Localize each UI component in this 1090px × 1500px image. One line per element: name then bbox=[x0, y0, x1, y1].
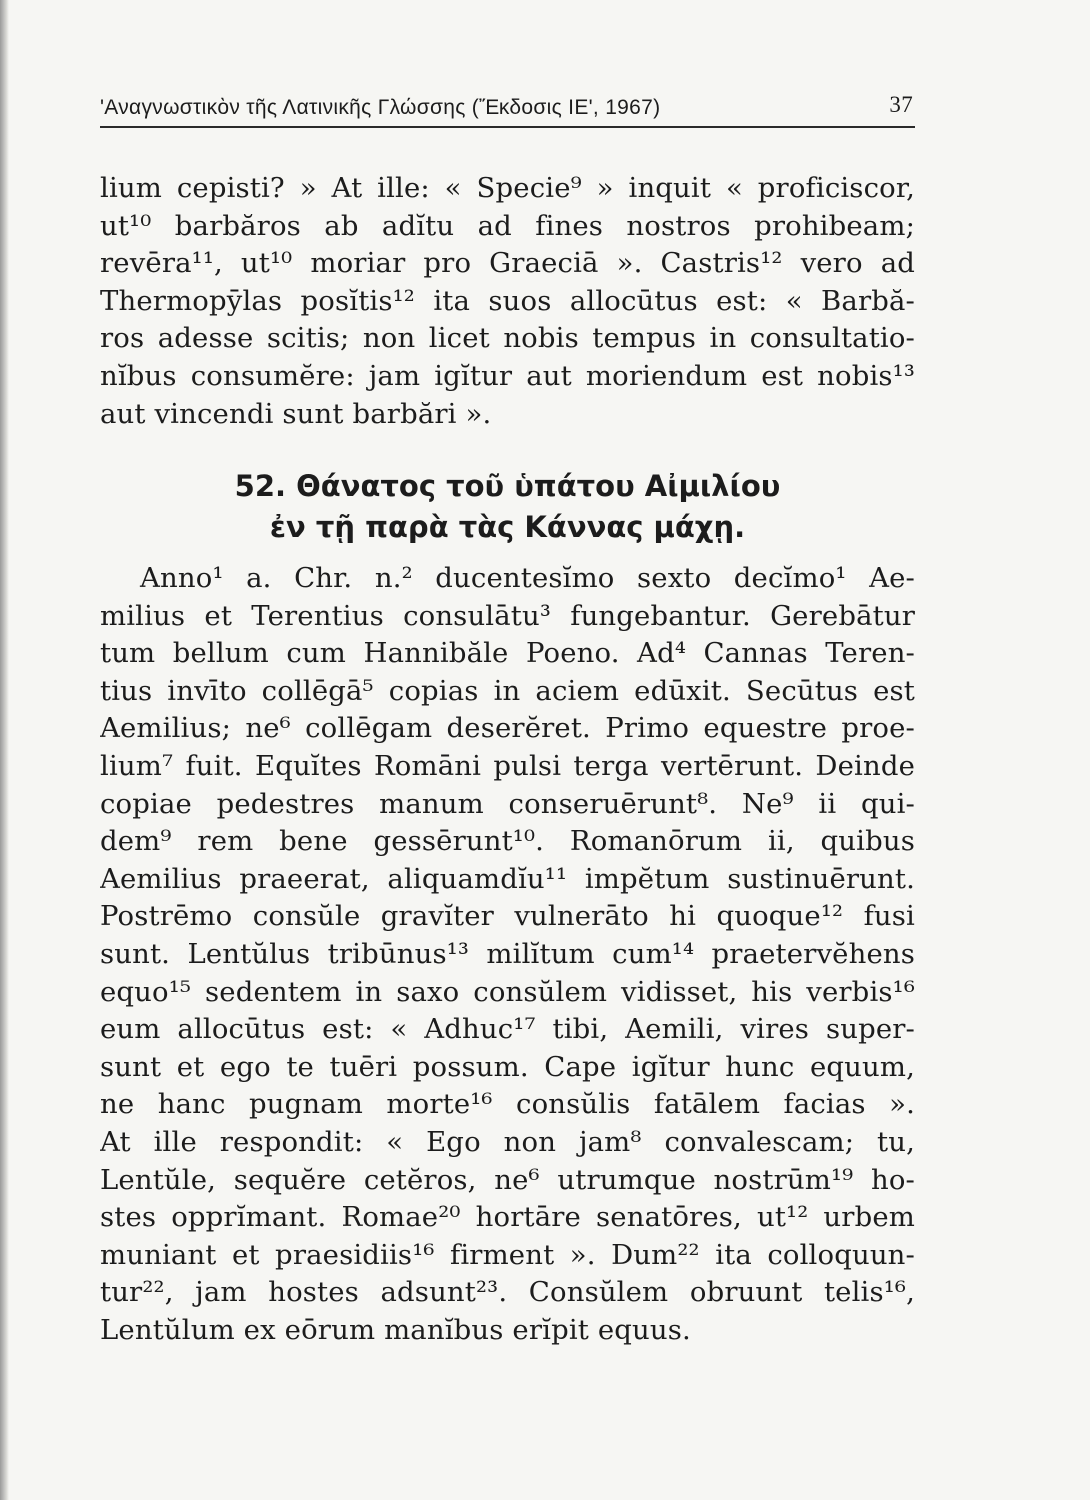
continuation-paragraph bbox=[100, 170, 915, 433]
text-line: sunt. Lentŭlus tribūnus¹³ milĭtum cum¹⁴ praetervĕhens bbox=[100, 937, 915, 970]
section-body bbox=[100, 560, 915, 1349]
text-line: lium⁷ fuit. Equĭtes Romāni pulsi terga vertērunt. Deinde bbox=[100, 749, 915, 782]
section-heading-line-2: ἐν τῇ παρὰ τὰς Κάννας μάχῃ. bbox=[269, 510, 746, 544]
text-line: tum bellum cum Hannibăle Poeno. Ad⁴ Cannas Teren- bbox=[100, 637, 915, 670]
text-line: Lentŭlum ex eōrum manĭbus erĭpit equus. bbox=[100, 1313, 691, 1346]
text-line: tius invīto collēgā⁵ copias in aciem edūxit. Secūtus est bbox=[100, 674, 915, 707]
section-heading bbox=[100, 466, 915, 548]
text-line: Anno¹ a. Chr. n.² ducentesĭmo sexto decĭmo¹ Ae- bbox=[140, 562, 915, 594]
page-binding-edge bbox=[0, 0, 9, 1500]
text-line: revēra¹¹, ut¹⁰ moriar pro Graeciā ». Castris¹² vero ad bbox=[100, 247, 915, 280]
page-header bbox=[100, 92, 915, 128]
text-line: Thermopȳlas posĭtis¹² ita suos allocūtus est: « Barbă- bbox=[100, 284, 915, 317]
text-line: Postrēmo consŭle gravĭter vulnerāto hi quoque¹² fusi bbox=[100, 900, 915, 933]
text-line: tur²², jam hostes adsunt²³. Consŭlem obruunt telis¹⁶, bbox=[100, 1276, 915, 1309]
text-line: ut¹⁰ barbăros ab adĭtu ad fines nostros prohibeam; bbox=[100, 209, 915, 242]
text-line: equo¹⁵ sedentem in saxo consŭlem vidisset, his verbis¹⁶ bbox=[100, 975, 915, 1008]
text-line: sunt et ego te tuēri possum. Cape igĭtur hunc equum, bbox=[100, 1050, 915, 1083]
text-line: muniant et praesidiis¹⁶ firment ». Dum²² ita colloquun- bbox=[100, 1238, 915, 1271]
section-heading-line-1: 52. Θάνατος τοῦ ὑπάτου Αἰμιλίου bbox=[234, 469, 781, 503]
text-line: dem⁹ rem bene gessērunt¹⁰. Romanōrum ii, quibus bbox=[100, 825, 915, 858]
text-line: nĭbus consumĕre: jam igĭtur aut moriendum est nobis¹³ bbox=[100, 359, 915, 392]
running-title: 'Αναγνωστικὸν τῆς Λατινικῆς Γλώσσης (Ἔκδοσις ΙΕ', 1967) bbox=[100, 96, 661, 119]
text-line: Lentŭle, sequĕre cetĕros, ne⁶ utrumque nostrūm¹⁹ ho- bbox=[100, 1163, 915, 1196]
text-line: stes opprĭmant. Romae²⁰ hortāre senatōres, ut¹² urbem bbox=[100, 1201, 915, 1234]
text-line: Aemilius; ne⁶ collēgam deserĕret. Primo equestre proe- bbox=[100, 712, 915, 745]
text-line: At ille respondit: « Ego non jam⁸ convalescam; tu, bbox=[100, 1125, 915, 1158]
text-line: ne hanc pugnam morte¹⁶ consŭlis fatālem facias ». bbox=[100, 1088, 915, 1121]
text-line: ros adesse scitis; non licet nobis tempus in consultatio- bbox=[100, 322, 915, 355]
page-number: 37 bbox=[889, 92, 913, 117]
text-line: eum allocūtus est: « Adhuc¹⁷ tibi, Aemili, vires super- bbox=[100, 1013, 915, 1046]
text-line: milius et Terentius consulātu³ fungebantur. Gerebātur bbox=[100, 599, 915, 632]
text-line: Aemilius praeerat, aliquamdĭu¹¹ impĕtum sustinuērunt. bbox=[100, 862, 915, 895]
text-line: aut vincendi sunt barbări ». bbox=[100, 397, 492, 430]
text-line: copiae pedestres manum conseruērunt⁸. Ne⁹ ii qui- bbox=[100, 787, 915, 820]
text-line: lium cepisti? » At ille: « Specie⁹ » inquit « proficiscor, bbox=[100, 172, 915, 204]
